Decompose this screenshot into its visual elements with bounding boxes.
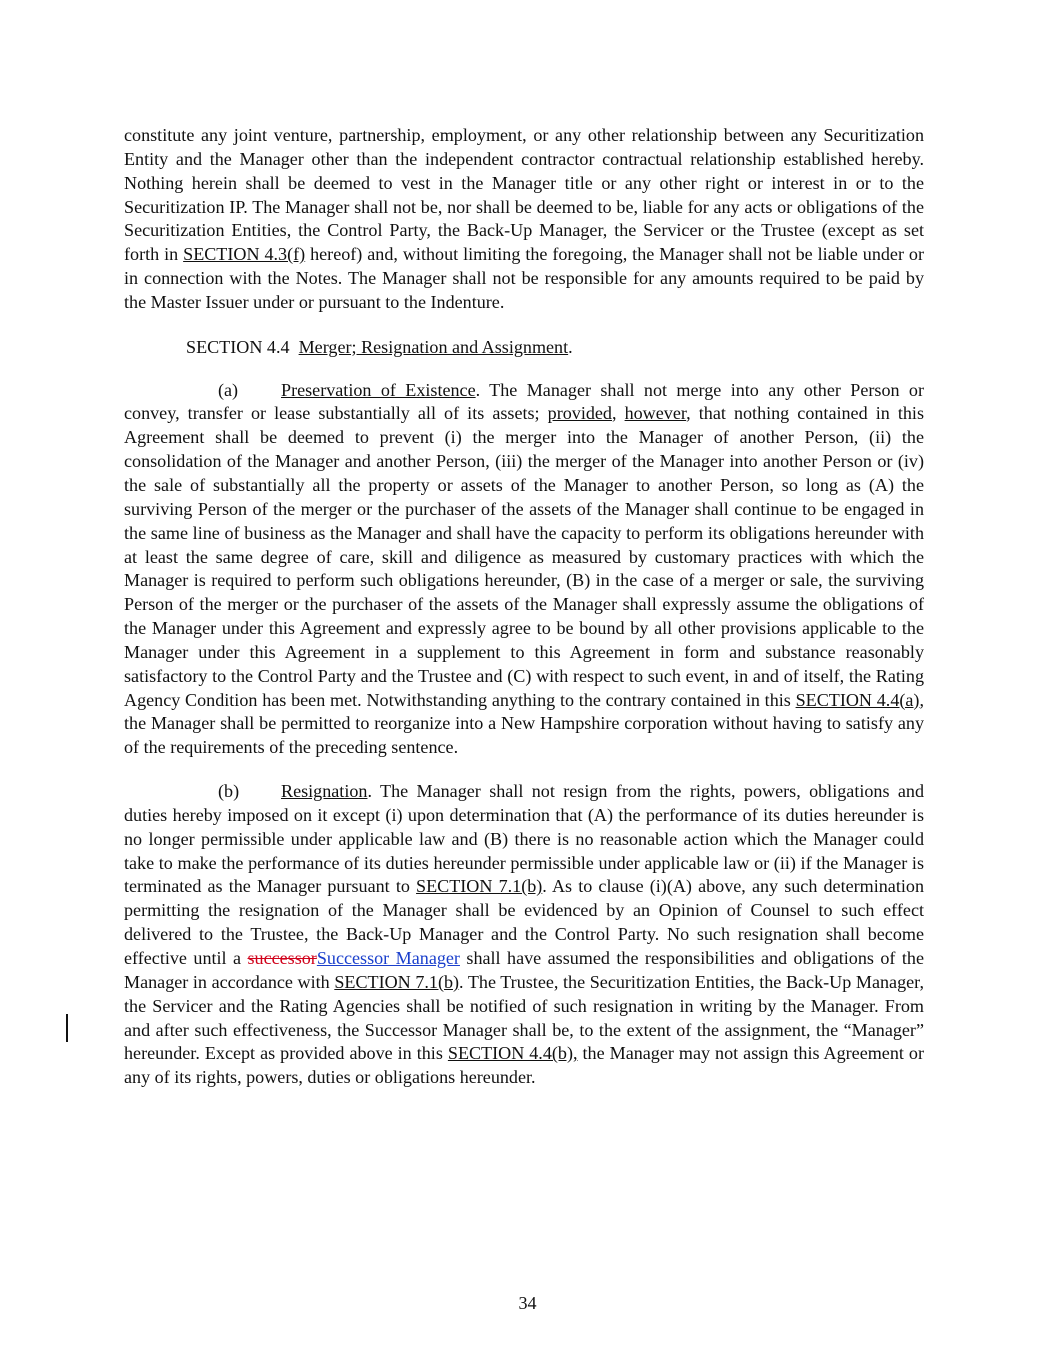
section-reference: SECTION 7.1(b) bbox=[334, 971, 460, 992]
revision-change-bar bbox=[66, 1014, 68, 1042]
defined-term: however bbox=[624, 403, 687, 424]
subsection-label: (b) bbox=[218, 781, 240, 802]
subsection-title: Resignation bbox=[281, 781, 368, 802]
section-reference: SECTION 4.4(a) bbox=[795, 689, 920, 710]
subsection-label: (a) bbox=[218, 379, 239, 400]
paragraph-text: . The Trustee, the Securitization Entities, the Back-Up Manager, the Servicer and the Rating Agencies shall be notified of such resignation in writing by the Manager. From and after such effectiveness, the Successor Manager shall be, to the extent of the assignment, the “Manager” hereunder. Except as provided above in this bbox=[124, 971, 924, 1064]
paragraph-text: . As to clause (i)(A) above, any such determination permitting the resignation of the Manager shall be evidenced by an Opinion of Counsel to such effect delivered to the Trustee, the Back-Up Manager and the Control Party. No such resignation shall become effective until a bbox=[124, 876, 924, 968]
section-reference: SECTION 4.4(b), bbox=[447, 1043, 578, 1064]
defined-term: provided bbox=[547, 403, 612, 424]
subsection-title: Preservation of Existence bbox=[281, 379, 476, 400]
paragraph-text: hereof) and, without limiting the foregoing, the Manager shall not be liable under or in connection with the Notes. The Manager shall not be responsible for any amounts required to be paid by the Master Issuer under or pursuant to the Indenture. bbox=[124, 244, 924, 312]
paragraph-text: , that nothing contained in this Agreement shall be deemed to prevent (i) the merger into the Manager of another Person, (ii) the consolidation of the Manager and another Person, (iii) the merger of the Manager into another Person or (iv) the sale of substantially all the property or assets of the Manager to another Person, so long as (A) the surviving Person of the merger or the purchaser of the assets of the Manager shall continue to be engaged in the same line of business as the Manager and shall have the capacity to perform its obligations hereunder with at least the same degree of care, skill and diligence as measured by customary practices with which the Manager is required to perform such obligations hereunder, (B) in the case of a merger or sale, the surviving Person of the merger or the purchaser of the assets of the Manager shall expressly assume the obligations of the Manager under this Agreement and expressly agree to be bound by all other provisions applicable to the Manager under this Agreement in a supplement to this Agreement in form and substance reasonably satisfactory to the Control Party and the Trustee and (C) with respect to such event, in and of itself, the Rating Agency Condition has been met. Notwithstanding anything to the contrary contained in this bbox=[124, 403, 924, 710]
section-reference: SECTION 7.1(b) bbox=[416, 876, 543, 897]
paragraph-text: shall have assumed the responsibilities and obligations of the Manager in accordance with bbox=[124, 948, 924, 992]
document-page bbox=[124, 124, 924, 1090]
page-number: 34 bbox=[518, 1293, 537, 1313]
paragraph-text: . The Manager shall not merge into any other Person or convey, transfer or lease substantially all of its assets; bbox=[124, 379, 924, 424]
continuation-paragraph bbox=[124, 124, 924, 315]
paragraph-text: constitute any joint venture, partnership, employment, or any other relationship between any Securitization Entity and the Manager other than the independent contractor contractual relationship established hereby. Nothing herein shall be deemed to vest in the Manager title or any other right or interest in or to the Securitization IP. The Manager shall not be, nor shall be deemed to be, liable for any acts or obligations of the Securitization Entities, the Control Party, the Back-Up Manager, the Servicer or the Trustee (except as set forth in bbox=[124, 125, 924, 265]
section-number: SECTION 4.4 bbox=[186, 336, 290, 357]
subsection-b bbox=[124, 780, 924, 1090]
paragraph-text: the Manager may not assign this Agreement or any of its rights, powers, duties or obligations hereunder. bbox=[124, 1043, 924, 1088]
section-heading: SECTION 4.4 Merger; Resignation and Assignment. bbox=[186, 336, 573, 357]
deleted-text: successor bbox=[247, 948, 317, 968]
section-title: Merger; Resignation and Assignment bbox=[298, 336, 569, 357]
subsection-a: (a) Preservation of Existence. The Manager shall not merge into any other Person or convey, transfer or lease substantially all of its assets; provided, however, that nothing contained in this Agreement shall be deemed to prevent (i) the merger into the Manager of another Person, (ii) the consolidation of the Manager and another Person, (iii) the merger of the Manager into another Person or (iv) the sale of substantially all the property or assets of the Manager to another Person, so long as (A) the surviving Person of the merger or the purchaser of the assets of the Manager shall continue to be engaged in the same line of business as the Manager and shall have the capacity to perform its obligations hereunder with at least the same degree of care, skill and diligence as measured by customary practices with which the Manager is required to perform such obligations hereunder, (B) in the case of a merger or sale, the surviving Person of the merger or the purchaser of the assets of the Manager shall expressly assume the obligations of the Manager under this Agreement and expressly agree to be bound by all other provisions applicable to the Manager under this Agreement in a supplement to this Agreement in form and substance reasonably satisfactory to the Control Party and the Trustee and (C) with respect to such event, in and of itself, the Rating Agency Condition has been met. Notwithstanding anything to the contrary contained in this SECTION 4.4(a), the Manager shall be permitted to reorganize into a New Hampshire corporation without having to satisfy any of the requirements of the preceding sentence. bbox=[124, 379, 924, 758]
section-reference: SECTION 4.3(f) bbox=[183, 244, 306, 265]
paragraph-text: . The Manager shall not resign from the rights, powers, obligations and duties hereby imposed on it except (i) upon determination that (A) the performance of its duties hereunder is no longer permissible under applicable law and (B) there is no reasonable action which the Manager could take to make the performance of its duties hereunder permissible under applicable law or (ii) if the Manager is terminated as the Manager pursuant to bbox=[124, 781, 924, 897]
paragraph-text: , the Manager shall be permitted to reorganize into a New Hampshire corporation without having to satisfy any of the requirements of the preceding sentence. bbox=[124, 689, 924, 758]
inserted-text: Successor Manager bbox=[316, 948, 460, 968]
